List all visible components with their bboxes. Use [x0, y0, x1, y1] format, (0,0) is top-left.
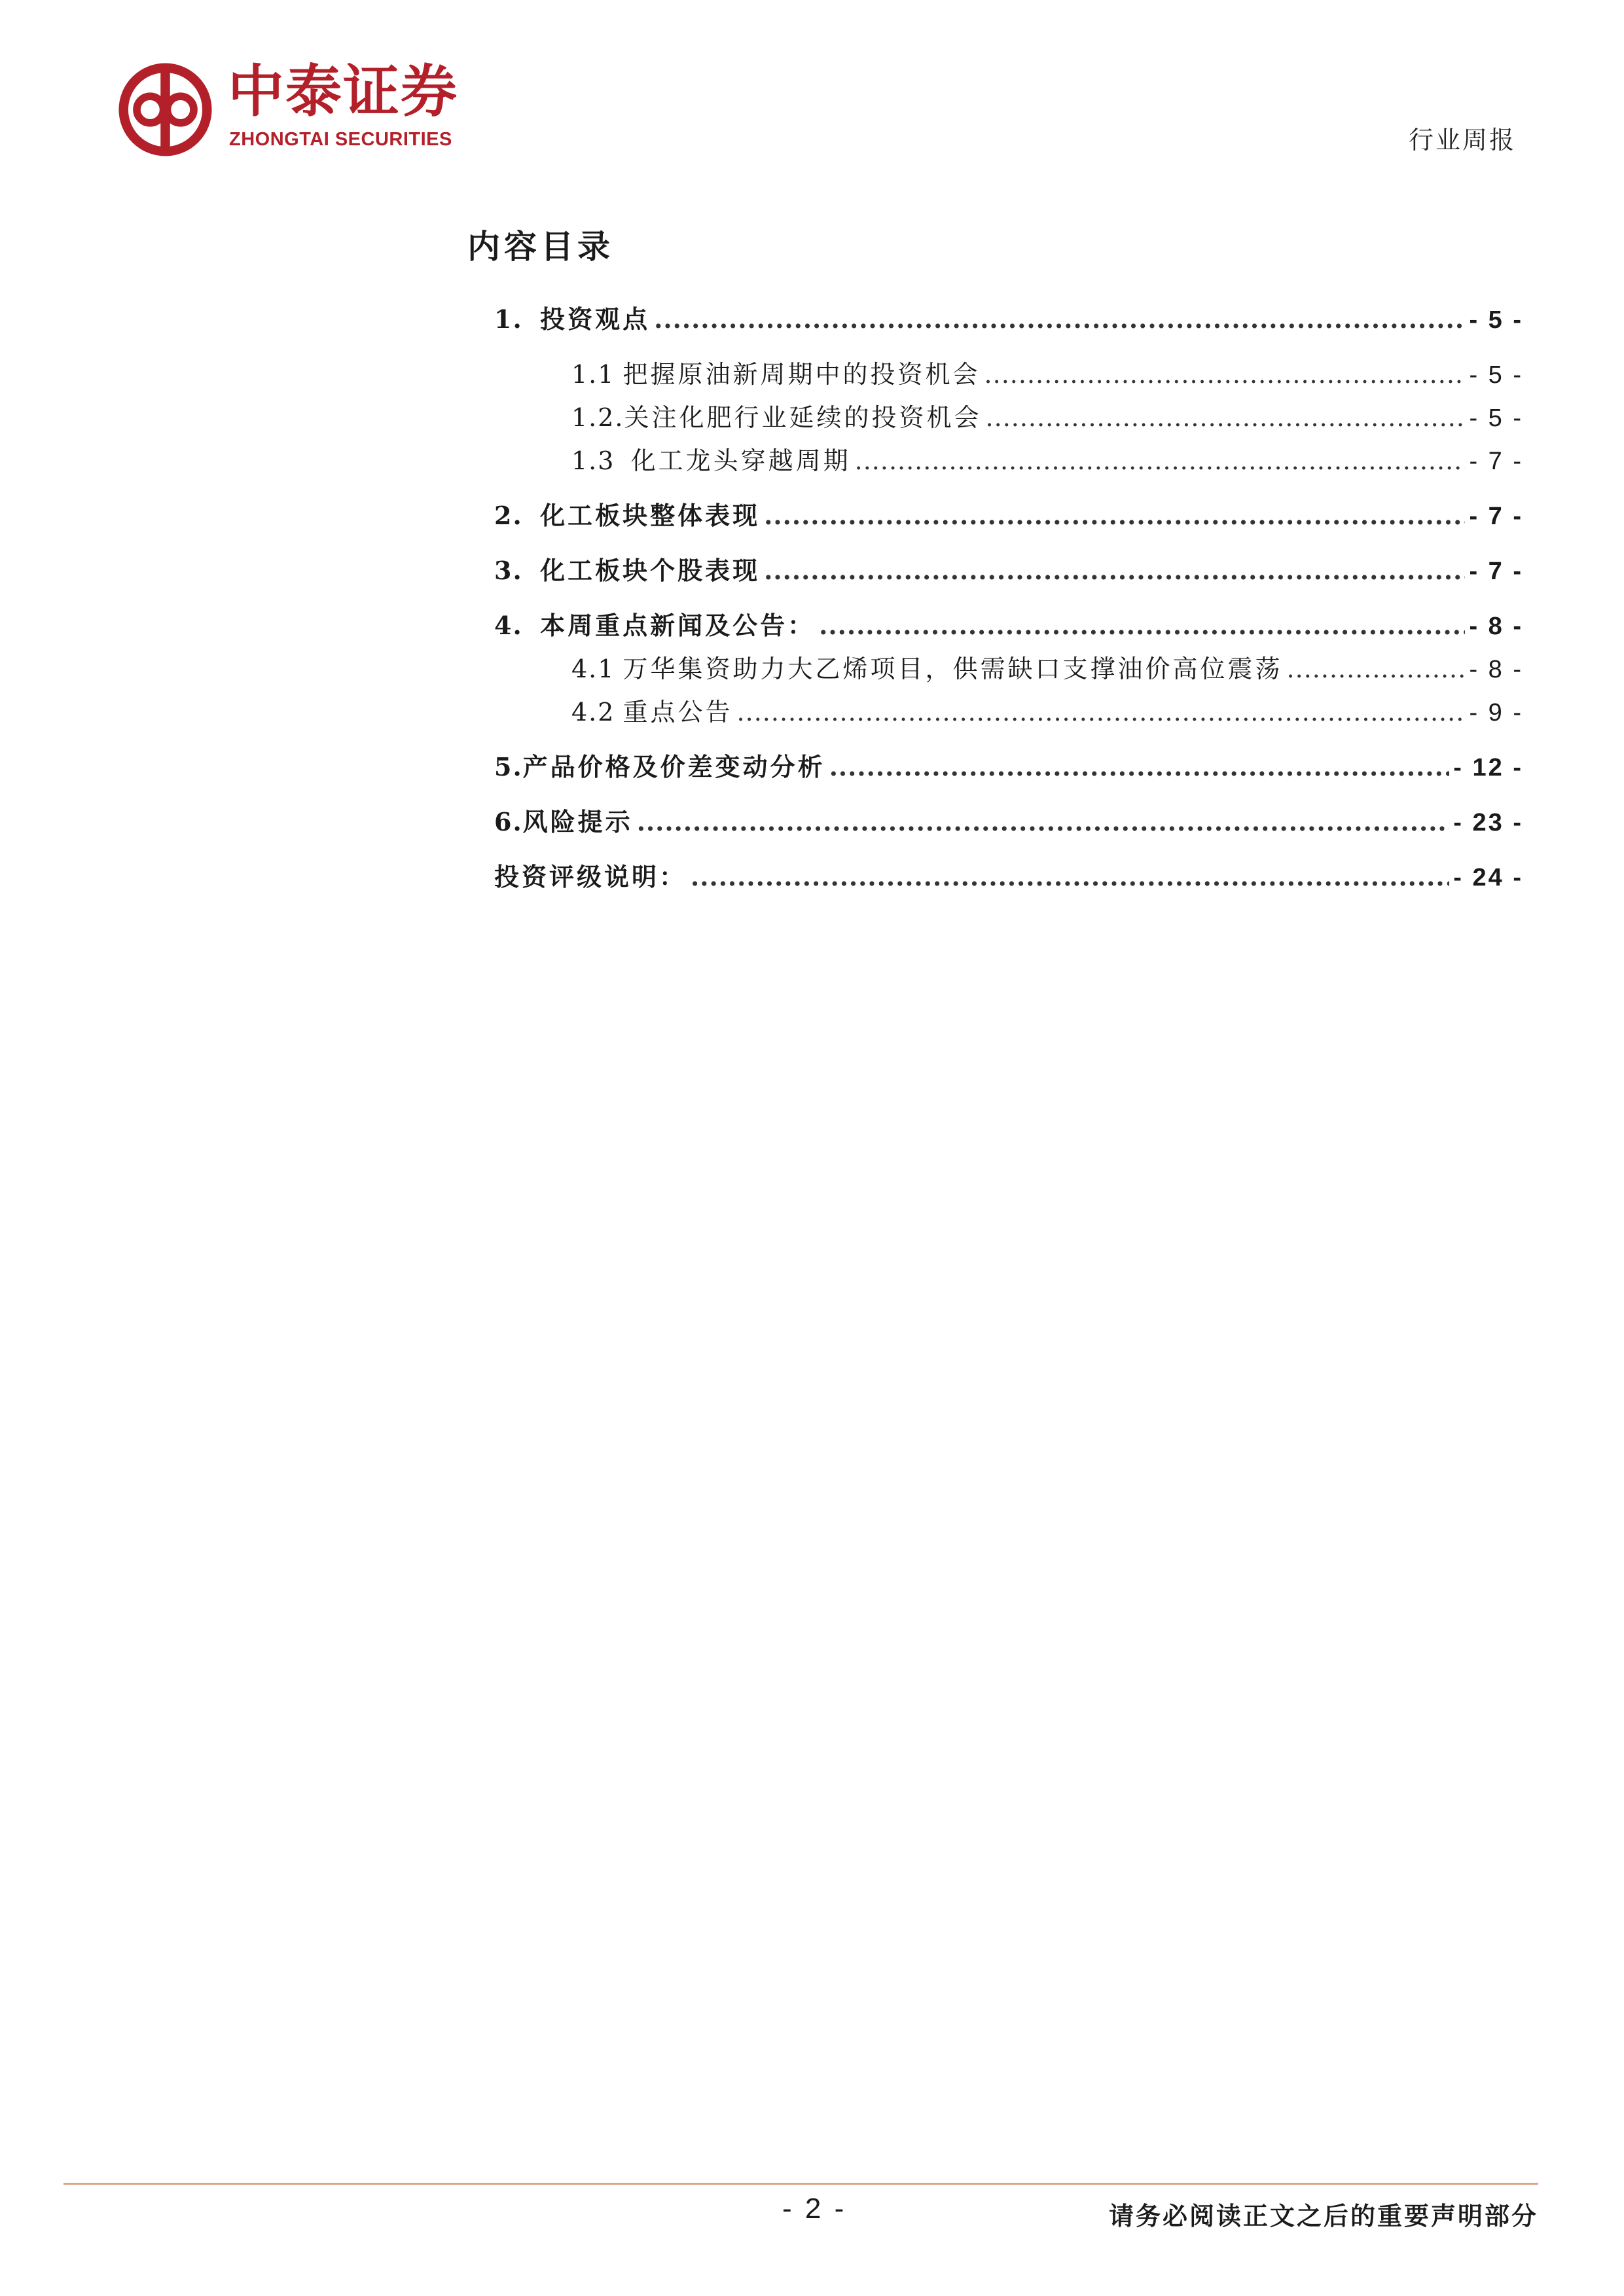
dot-leader — [764, 551, 1465, 590]
toc-entry-page: - 9 - — [1469, 699, 1523, 726]
toc-entry-label: 投资观点 — [540, 304, 651, 334]
toc-entry-label: 产品价格及价差变动分析 — [522, 752, 825, 781]
toc-entry-page: - 24 - — [1453, 864, 1523, 891]
toc-entry-page: - 5 - — [1469, 361, 1523, 389]
toc-entry-number: 1.3 — [571, 446, 615, 475]
toc-entry-label: 投资评级说明： — [494, 862, 687, 891]
toc-entry-number: 1.2. — [571, 403, 624, 432]
toc-entry-label: 化工板块整体表现 — [540, 501, 761, 530]
toc-entry-number: 4.1 — [571, 655, 615, 683]
toc-entry-number: 4.2 — [571, 698, 615, 726]
toc-subentry[interactable] — [494, 649, 1523, 692]
toc-entry-page: - 7 - — [1469, 503, 1523, 530]
zhongtai-logo-icon — [118, 62, 213, 157]
toc-entry-number: 5. — [494, 752, 523, 781]
toc-entry-label: 化工龙头穿越周期 — [630, 446, 851, 475]
toc-entry-number: 3. — [494, 556, 523, 585]
toc-entry-number: 1.1 — [571, 360, 615, 389]
footer-disclaimer: 请务必阅读正文之后的重要声明部分 — [1108, 2201, 1538, 2231]
toc-entry-number: 4. — [494, 611, 523, 640]
toc-entry[interactable] — [494, 300, 1523, 355]
toc-entry-label: 化工板块个股表现 — [540, 556, 761, 585]
toc-entry[interactable] — [494, 606, 1523, 649]
dot-leader — [855, 441, 1466, 480]
toc-entry[interactable] — [494, 802, 1523, 857]
toc-entry-page: - 7 - — [1469, 448, 1523, 475]
page-number: - 2 - — [782, 2193, 847, 2225]
toc-entry[interactable] — [494, 857, 1523, 912]
toc-entry-page: - 8 - — [1469, 613, 1523, 640]
dot-leader — [984, 355, 1466, 394]
toc-entry-label: 风险提示 — [522, 807, 633, 836]
toc-entry-number: 2. — [494, 501, 523, 530]
dot-leader — [819, 606, 1465, 645]
toc-entry-page: - 5 - — [1469, 306, 1523, 334]
toc-entry-label: 本周重点新闻及公告： — [540, 611, 816, 640]
footer-divider — [63, 2183, 1538, 2185]
toc-entry-number: 1. — [494, 304, 523, 334]
toc-title: 内容目录 — [467, 227, 614, 266]
dot-leader — [691, 857, 1449, 897]
report-type-label: 行业周报 — [1408, 126, 1516, 154]
dot-leader — [986, 398, 1466, 437]
dot-leader — [737, 692, 1466, 732]
logo-chinese-name: 中泰证券 — [228, 59, 458, 124]
dot-leader — [1287, 649, 1466, 689]
toc-entry-page: - 7 - — [1469, 558, 1523, 585]
toc-entry-label: 关注化肥行业延续的投资机会 — [624, 403, 982, 432]
company-logo — [118, 59, 497, 164]
toc-entry-page: - 5 - — [1469, 404, 1523, 432]
toc-entry-number: 6. — [494, 807, 523, 836]
toc-subentry[interactable] — [494, 692, 1523, 747]
toc-subentry[interactable] — [494, 441, 1523, 496]
toc-entry-page: - 23 - — [1453, 809, 1523, 836]
toc-entry-label: 万华集资助力大乙烯项目，供需缺口支撑油价高位震荡 — [623, 655, 1283, 683]
dot-leader — [637, 802, 1450, 842]
toc-entry[interactable] — [494, 551, 1523, 606]
toc-entry[interactable] — [494, 496, 1523, 551]
toc-entry[interactable] — [494, 747, 1523, 802]
dot-leader — [764, 496, 1465, 535]
toc-entry-label: 重点公告 — [623, 698, 733, 726]
toc-entry-page: - 8 - — [1469, 656, 1523, 683]
dot-leader — [829, 747, 1450, 787]
toc-entry-label: 把握原油新周期中的投资机会 — [623, 360, 981, 389]
table-of-contents — [494, 300, 1523, 912]
toc-subentry[interactable] — [494, 355, 1523, 398]
toc-entry-page: - 12 - — [1453, 754, 1523, 781]
toc-subentry[interactable] — [494, 398, 1523, 441]
dot-leader — [654, 300, 1465, 339]
logo-english-name: ZHONGTAI SECURITIES — [229, 129, 452, 150]
